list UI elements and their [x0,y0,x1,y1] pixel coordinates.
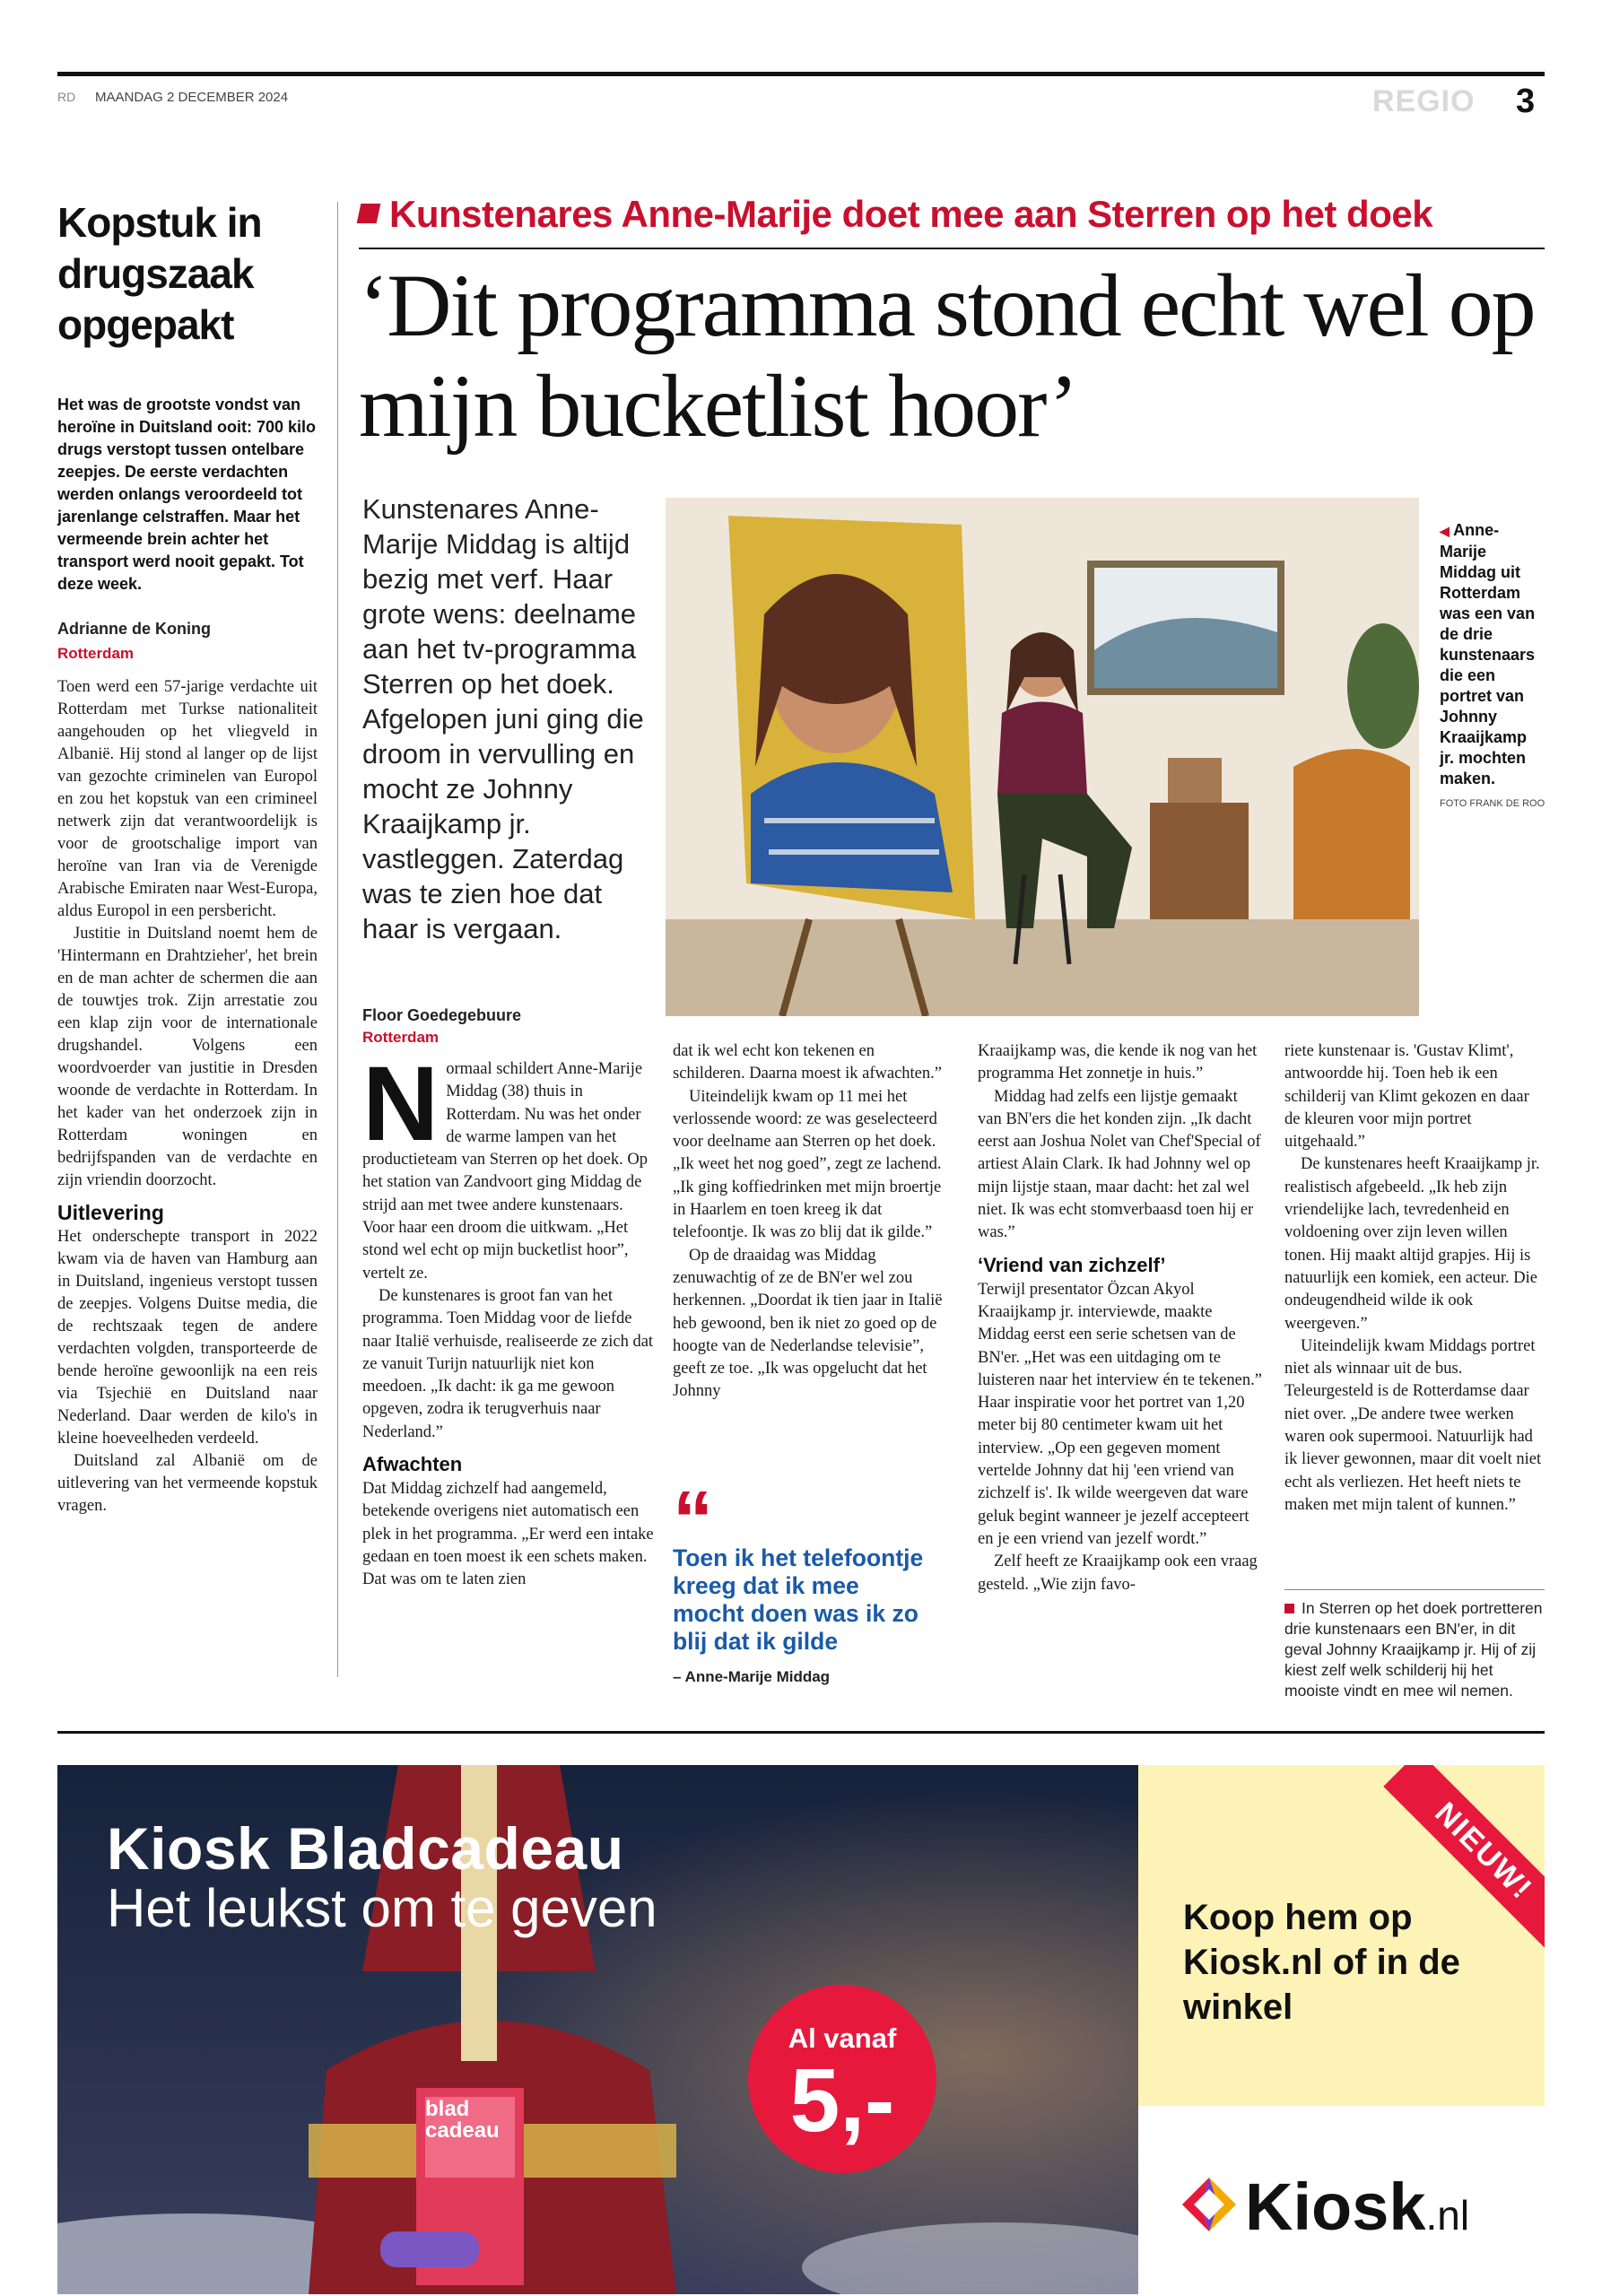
article-paragraph: dat ik wel echt kon tekenen en schilderen. Daarna moest ik afwachten.” [673,1042,942,1083]
ad-title: Kiosk Bladcadeau [107,1815,624,1882]
side-paragraph: Toen werd een 57-jarige verdachte uit Rotterdam met Turkse nationaliteit aangehouden op het vliegveld in Albanië. Hij stond al langer op de lijst van gezochte criminelen van Europol en zou het kopstuk van een crimineel netwerk zijn dat verantwoordelijk is voor de grootschalige import van heroïne van Iran via de Verenigde Arabische Emiraten naar West-Europa, aldus Europol in een persbericht. [57,678,318,920]
article-lead: Kunstenares Anne-Marije Middag is altijd bezig met verf. Haar grote wens: deelname aan het tv-programma Sterren op het doek. Afgelopen juni ging die droom in vervulling en mocht ze Johnny Kraaijkamp jr. vastleggen. Zaterdag was te zien hoe dat haar is vergaan. [362,493,644,944]
article-photo [666,498,1419,1016]
article-paragraph: riete kunstenaar is. 'Gustav Klimt', antwoordde hij. Toen heb ik een schilderij van Klimt gekozen en daar de kleuren voor mijn portret uitgehaald.” [1284,1042,1529,1152]
article-paragraph [362,1045,658,1285]
article-headline: ‘Dit programma stond echt wel op mijn bucketlist hoor’ [359,256,1535,456]
photo-caption [1440,520,1545,809]
publication-code: RD [57,90,76,104]
article-subhead: Afwachten [362,1453,463,1476]
issue-date: MAANDAG 2 DECEMBER 2024 [95,90,289,105]
quote-mark-icon: “ [673,1475,713,1565]
kiosk-logo-suffix: .nl [1425,2192,1470,2239]
side-article-author: Adrianne de Koning [57,620,211,638]
kiosk-logo[interactable] [1179,2169,1469,2245]
info-square-icon [1284,1604,1294,1613]
article-paragraph: Dat Middag zichzelf had aangemeld, betekende overigens niet automatisch een plek in het programma. „Er werd een intake gedaan en toen moest ik een schets maken. Dat was om te laten zien [362,1480,654,1589]
pull-quote-author: – Anne-Marije Middag [673,1668,831,1685]
paragraph-text: ormaal schildert Anne-Marije Middag (38) thuis in Rotterdam. Nu was het onder de warme lampen van het productieteam van Sterren op het doek. Op het station van Zandvoort ging Middag de strijd aan met twee andere kunstenaars. Voor haar een droom die uitkwam. „Het stond wel echt op mijn bucketlist hoor”, vertelt ze. [362,1060,648,1283]
article-column-1 [362,1045,658,1592]
column-divider [337,202,338,1677]
side-article [57,197,318,1518]
price-badge [748,1985,936,2173]
info-box-text: In Sterren op het doek portretteren drie kunstenaars een BN'er, in dit geval Johnny Kraaijkamp jr. Hij of zij kiest zelf welk schilderij hij het mooiste vindt en mee wil nemen. [1284,1599,1543,1700]
article-paragraph: Op de draaidag was Middag zenuwachtig of ze de BN'er wel zou herkennen. „Doordat ik tien jaar in Italië heb gewoond, ben ik niet zo goed op de hoogte van de Nederlandse televisie”, geeft ze toe. „Ik was opgelucht dat het Johnny [673,1246,943,1401]
article-place: Rotterdam [362,1029,440,1046]
info-box-rule [1284,1589,1545,1590]
pull-quote-text: Toen ik het telefoontje kreeg dat ik mee mocht doen was ik zo blij dat ik gilde [673,1544,924,1655]
side-article-subhead: Uitlevering [57,1201,164,1224]
article-paragraph: Kraaijkamp was, die kende ik nog van het programma Het zonnetje in huis.” [978,1042,1258,1083]
article-paragraph: Zelf heeft ze Kraaijkamp ook een vraag gesteld. „Wie zijn favo- [978,1552,1258,1594]
page-number: 3 [1516,83,1536,120]
article-column-2 [673,1040,951,1404]
caption-arrow-icon: ◀ [1440,524,1450,538]
photo-caption-text: Anne-Marije Middag uit Rotterdam was een van de drie kunstenaars die een portret van Johnny Kraaijkamp jr. mochten maken. [1440,521,1536,787]
booklet-label: blad cadeau [425,2097,500,2143]
artist-studio-photo [666,498,1419,1016]
dropcap: N [362,1045,440,1163]
bottom-rule [57,1731,1545,1734]
price-prefix: Al vanaf [788,2022,897,2054]
article-paragraph: Terwijl presentator Özcan Akyol Kraaijkamp jr. interviewde, maakte Middag eerst een serie schetsen van de BN'er. „Het was een uitdaging om te luisteren naar het interview én te tekenen.” Haar inspiratie voor het portret van 1,20 meter bij 80 centimeter kwam uit het interview. „Op een gegeven moment vertelde Johnny dat hij 'een vriend van zichzelf is'. Ik wilde weergeven dat ware geluk begint wanneer je jezelf accepteert en je een vriend van jezelf wordt.” [978,1280,1262,1548]
side-paragraph: Justitie in Duitsland noemt hem de 'Hintermann en Drahtzieher', het brein en de man achter de schermen die aan de touwtjes trok. Zijn arrestatie zou een klap zijn voor de internationale drugshandel. Volgens een woordvoerder van justitie in Dresden woonde de verdachte in Rotterdam. In het kader van het onderzoek zijn in Rotterdam woningen en bedrijfspanden van de verdachte en zijn vriendin doorzocht. [57,925,318,1189]
price-value: 5,- [789,2050,895,2151]
kicker-marker-icon [357,204,381,223]
side-article-intro: Het was de grootste vondst van heroïne in Duitsland ooit: 700 kilo drugs verstopt tussen ontelbare zeepjes. De eerste verdachten werden onlangs veroordeeld tot jarenlange celstraffen. Maar het vermeende brein achter het transport werd nooit gepakt. Tot deze week. [57,396,317,593]
article-paragraph: Uiteindelijk kwam Middags portret niet als winnaar uit de bus. Teleurgesteld is de Rotterdamse daar niet over. „De andere twee werken waren ook supermooi. Natuurlijk had ik liever gewonnen, maar dit voelt niet echt als verliezen. Het heeft niets te maken met mijn talent of kunnen.” [1284,1336,1542,1514]
side-article-body-2 [57,1226,318,1518]
kiosk-logo-icon [1179,2174,1240,2235]
article-subhead: ‘Vriend van zichzelf’ [978,1253,1166,1276]
article-column-3 [978,1040,1265,1596]
article-author: Floor Goedegebuure [362,1006,522,1024]
side-paragraph: Duitsland zal Albanië om de uitlevering van het vermeende kopstuk vragen. [57,1452,318,1515]
article-paragraph: Uiteindelijk kwam op 11 mei het verlossende woord: ze was geselecteerd voor deelname aan Sterren op het doek. „Ik weet het nog goed”, zegt ze lachend. „Ik ging koffiedrinken met mijn broertje in Haarlem en toen kreeg ik dat telefoontje. Ik was zo blij dat ik gilde.” [673,1087,942,1242]
article-paragraph: De kunstenares is groot fan van het programma. Toen Middag voor de liefde naar Italië verhuisde, realiseerde ze zich dat ze vanuit Turijn natuurlijk niet kon meedoen. „Ik dacht: ik ga me gewoon opgeven, zodra ik terugverhuis naar Nederland.” [362,1286,654,1441]
article-column-4 [1284,1040,1545,1517]
article-paragraph: De kunstenares heeft Kraaijkamp jr. realistisch afgebeeld. „Ik heb zijn vriendelijke lach, tevredenheid en voldoening over zijn leven willen tonen. Hij maakt altijd grapjes. Hij is natuurlijk een komiek, een acteur. Die ondeugendheid wilde ik ook weergeven.” [1284,1155,1540,1333]
ad-subtitle: Het leukst om te geven [107,1878,657,1938]
kicker-rule [359,248,1545,249]
top-rule [57,72,1545,76]
section-label: REGIO [1372,84,1476,118]
ad-call-to-action[interactable]: Koop hem op Kiosk.nl of in de winkel [1183,1898,1460,2027]
side-article-title: Kopstuk in drugszaak opgepakt [57,199,262,348]
side-article-place: Rotterdam [57,645,135,662]
advertisement[interactable] [57,1765,1545,2294]
kicker-text: Kunstenares Anne-Marije doet mee aan Sterren op het doek [389,193,1433,235]
pull-quote [673,1475,924,1686]
info-box [1284,1598,1545,1701]
side-paragraph: Het onderschepte transport in 2022 kwam via de haven van Hamburg aan in Duitsland, ingenieus verstopt tussen de zeepjes. Volgens Duitse media, die de rechtszaak tegen de andere verdachten volgden, transporteerde de bende heroïne gewoonlijk na een reis via Tsjechië en Duitsland naar Nederland. Daar werden de kilo's in kleine hoeveelheden verdeeld. [57,1228,318,1448]
article-kicker [359,193,1432,236]
new-badge: NIEUW! [1383,1765,1545,1952]
photo-credit: FOTO FRANK DE ROO [1440,798,1545,809]
side-article-body [57,676,318,1192]
kiosk-logo-text: Kiosk [1245,2170,1426,2244]
article-paragraph: Middag had zelfs een lijstje gemaakt van BN'ers die het konden zijn. „Ik dacht eerst aan Joshua Nolet van Chef'Special of artiest Alain Clark. Ik had Johnny wel op mijn lijstje staan, maar dacht: het zal wel niet. Ik was echt stomverbaasd toen hij er was.” [978,1087,1261,1242]
